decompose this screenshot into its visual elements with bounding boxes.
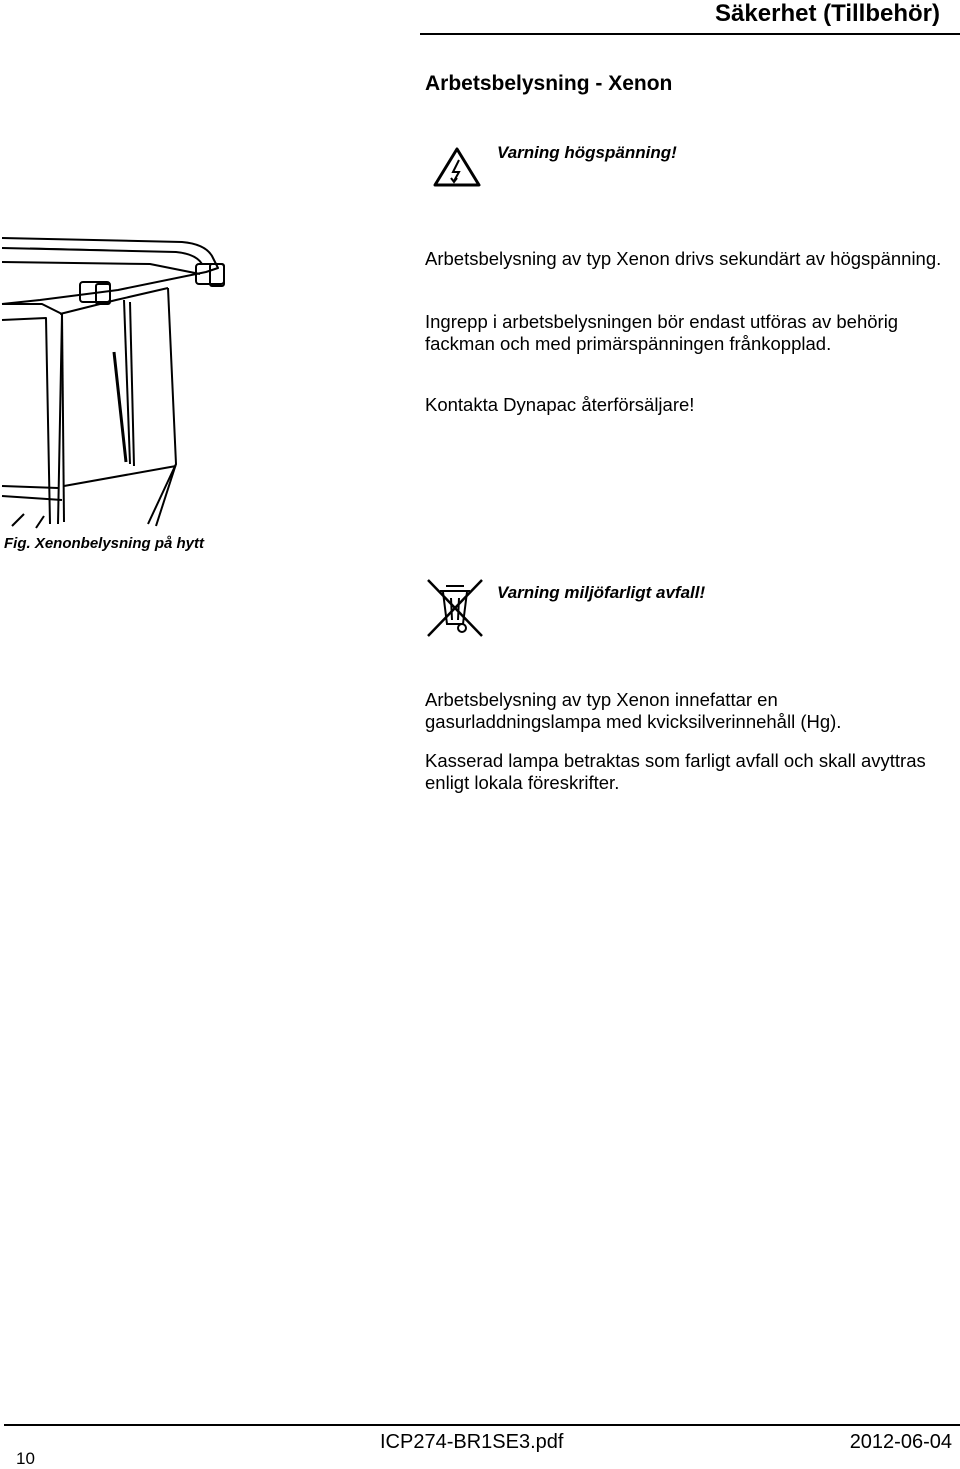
crossed-out-wheelie-bin-icon <box>426 578 484 638</box>
paragraph-qualified-personnel: Ingrepp i arbetsbelysningen bör endast utföras av behörig fackman och med primärspänningen frånkopplad. <box>425 311 899 354</box>
footer-date: 2012-06-04 <box>849 1431 952 1453</box>
xenon-cab-illustration <box>0 234 240 530</box>
page-number: 10 <box>16 1449 35 1468</box>
section-title: Arbetsbelysning - Xenon <box>425 72 673 95</box>
header-divider <box>420 33 960 35</box>
paragraph-contact-dealer: Kontakta Dynapac återförsäljare! <box>425 394 695 415</box>
high-voltage-warning-icon <box>432 146 482 188</box>
footer-filename: ICP274-BR1SE3.pdf <box>380 1431 564 1453</box>
figure-caption: Fig. Xenonbelysning på hytt <box>4 535 205 552</box>
footer-divider <box>4 1424 960 1426</box>
paragraph-disposal: Kasserad lampa betraktas som farligt avfall och skall avyttras enligt lokala föreskrifter. <box>425 750 926 793</box>
hazardous-waste-warning-label: Varning miljöfarligt avfall! <box>497 583 706 602</box>
high-voltage-warning-label: Varning högspänning! <box>497 143 677 162</box>
page-header-title: Säkerhet (Tillbehör) <box>715 0 940 27</box>
paragraph-mercury-content: Arbetsbelysning av typ Xenon innefattar en gasurladdningslampa med kvicksilverinnehåll (Hg). <box>425 689 842 732</box>
paragraph-xenon-high-voltage: Arbetsbelysning av typ Xenon drivs sekundärt av högspänning. <box>425 248 942 269</box>
